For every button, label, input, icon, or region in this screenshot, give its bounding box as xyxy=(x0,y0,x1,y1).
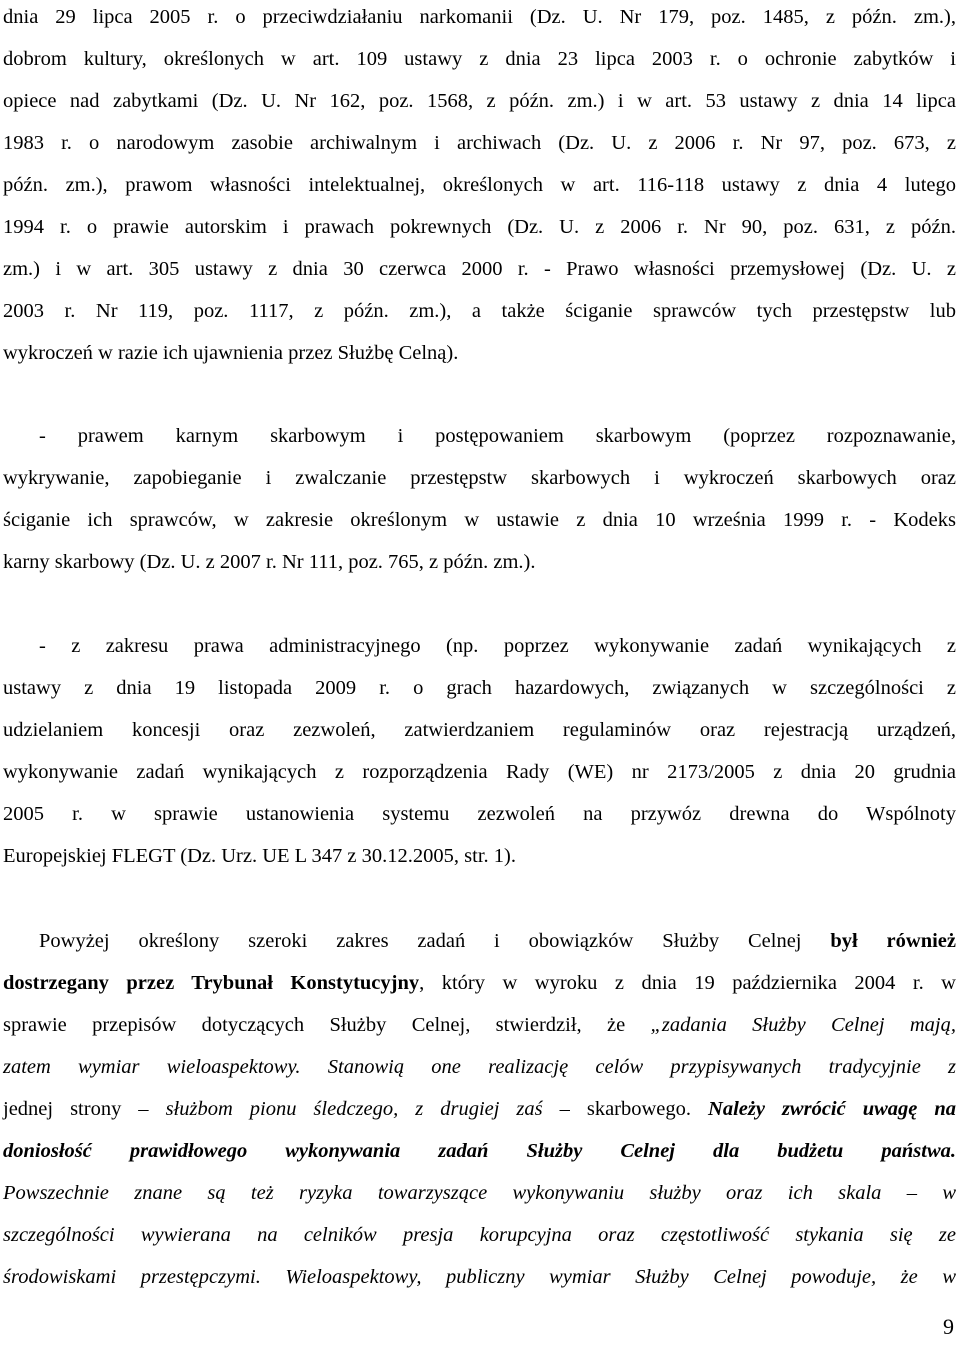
text-line: karny skarbowy (Dz. U. z 2007 r. Nr 111, poz. 765, z późn. zm.). xyxy=(3,551,536,573)
text-line: 1983 r. o narodowym zasobie archiwalnym i archiwach (Dz. U. z 2006 r. Nr 97, poz. 673, z xyxy=(3,132,956,154)
text-line: dobrom kultury, określonych w art. 109 ustawy z dnia 23 lipca 2003 r. o ochronie zabytków i xyxy=(3,48,956,70)
bold-italic-run: Należy zwrócić uwagę na xyxy=(708,1098,957,1120)
text-run: Powyżej określony szeroki zakres zadań i obowiązków Służby Celnej xyxy=(39,930,831,952)
text-line: wykonywanie zadań wynikających z rozporządzenia Rady (WE) nr 2173/2005 z dnia 20 grudnia xyxy=(3,761,956,783)
text-run: – skarbowego. xyxy=(542,1098,709,1120)
bold-run: był również xyxy=(830,930,957,952)
bold-run: dostrzegany przez Trybunał Konstytucyjny xyxy=(3,972,420,994)
text-line: dnia 29 lipca 2005 r. o przeciwdziałaniu narkomanii (Dz. U. Nr 179, poz. 1485, z późn. zm.), xyxy=(3,6,956,28)
text-line: doniosłość prawidłowego wykonywania zadań Służby Celnej dla budżetu państwa. xyxy=(3,1140,956,1162)
text-line: Europejskiej FLEGT (Dz. Urz. UE L 347 z 30.12.2005, str. 1). xyxy=(3,845,516,867)
text-line: ustawy z dnia 19 listopada 2009 r. o grach hazardowych, związanych w szczególności z xyxy=(3,677,956,699)
page-number: 9 xyxy=(943,1314,954,1339)
paragraph-3 xyxy=(3,625,956,877)
text-line: ściganie ich sprawców, w zakresie określonym w ustawie z dnia 10 września 1999 r. - Kodeks xyxy=(3,509,956,531)
text-line: 1994 r. o prawie autorskim i prawach pokrewnych (Dz. U. z 2006 r. Nr 90, poz. 631, z późn. xyxy=(3,216,956,238)
text-line: opiece nad zabytkami (Dz. U. Nr 162, poz. 1568, z późn. zm.) i w art. 53 ustawy z dnia 14 lipca xyxy=(3,90,956,112)
text-line: 2005 r. w sprawie ustanowienia systemu zezwoleń na przywóz drewna do Wspólnoty xyxy=(3,803,956,825)
text-line: Powszechnie znane są też ryzyka towarzyszące wykonywaniu służby oraz ich skala – w xyxy=(3,1182,956,1204)
text-line: - prawem karnym skarbowym i postępowaniem skarbowym (poprzez rozpoznawanie, xyxy=(39,425,956,447)
text-line: późn. zm.), prawom własności intelektualnej, określonych w art. 116-118 ustawy z dnia 4 lutego xyxy=(3,174,956,196)
text-line: - z zakresu prawa administracyjnego (np. poprzez wykonywanie zadań wynikających z xyxy=(39,635,956,657)
text-line xyxy=(3,962,956,1004)
italic-run: służbom pionu śledczego, z drugiej zaś xyxy=(165,1098,543,1120)
text-line: zm.) i w art. 305 ustawy z dnia 30 czerwca 2000 r. - Prawo własności przemysłowej (Dz. U. z xyxy=(3,258,956,280)
text-line: wykroczeń w razie ich ujawnienia przez Służbę Celną). xyxy=(3,342,459,364)
text-run: , który w wyroku z dnia 19 października 2004 r. w xyxy=(419,972,956,994)
text-line xyxy=(3,1004,956,1046)
text-line: szczególności wywierana na celników presja korupcyjna oraz częstotliwość stykania się ze xyxy=(3,1224,956,1246)
text-run: sprawie przepisów dotyczących Służby Celnej, stwierdził, że xyxy=(3,1014,651,1036)
paragraph-2 xyxy=(3,415,956,583)
text-line: zatem wymiar wieloaspektowy. Stanowią one realizację celów przypisywanych tradycyjnie z xyxy=(3,1056,956,1078)
text-line xyxy=(3,1088,956,1130)
text-line: udzielaniem koncesji oraz zezwoleń, zatwierdzaniem regulaminów oraz rejestracją urządzeń, xyxy=(3,719,956,741)
text-line: 2003 r. Nr 119, poz. 1117, z późn. zm.), a także ściganie sprawców tych przestępstw lub xyxy=(3,300,956,322)
text-run: jednej strony – xyxy=(3,1098,166,1120)
paragraph-4 xyxy=(3,920,956,1298)
paragraph-1 xyxy=(3,0,956,374)
text-line: środowiskami przestępczymi. Wieloaspektowy, publiczny wymiar Służby Celnej powoduje, że w xyxy=(3,1266,956,1288)
text-line: wykrywanie, zapobieganie i zwalczanie przestępstw skarbowych i wykroczeń skarbowych oraz xyxy=(3,467,956,489)
italic-run: „zadania Służby Celnej mają, xyxy=(650,1014,956,1036)
text-line xyxy=(3,920,956,962)
